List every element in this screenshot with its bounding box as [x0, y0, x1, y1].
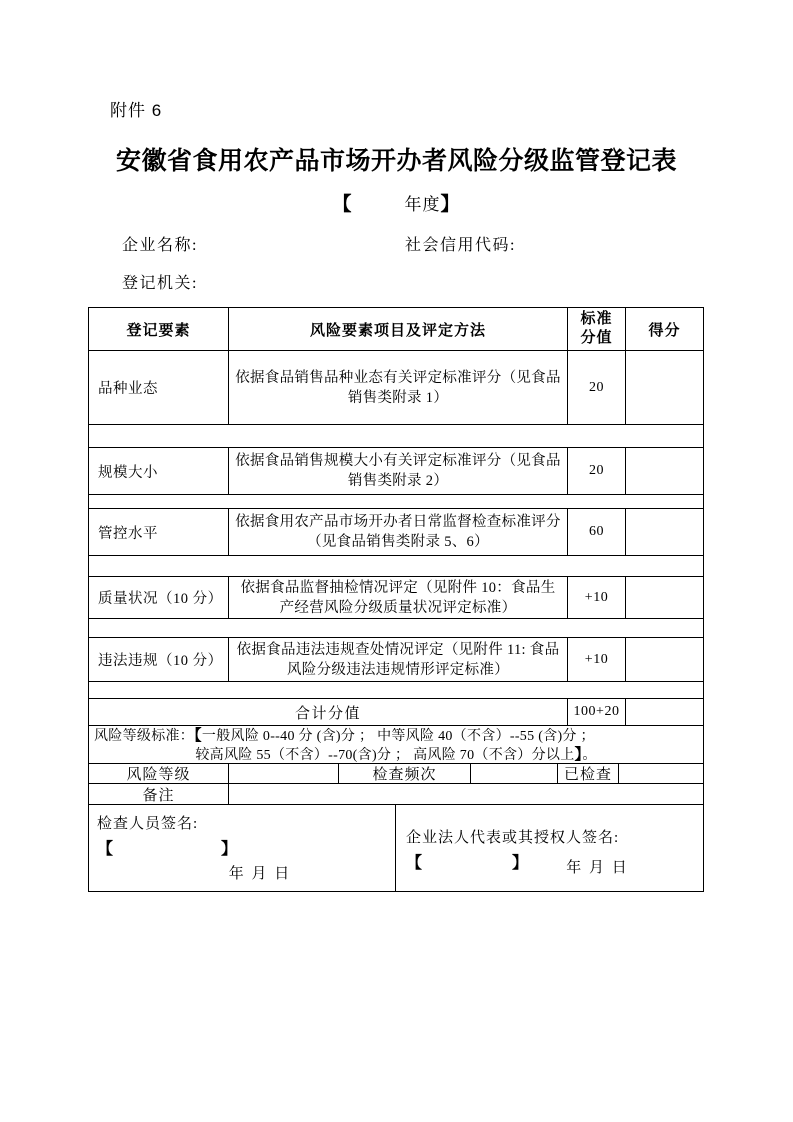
risk-standard-open-bracket: 【 [194, 728, 202, 744]
risk-standard-line2-text: 较高风险 55（不含）--70(含)分 ； 高风险 70（不含）分以上 [195, 748, 575, 763]
legal-date-line: 年 月 日 [566, 860, 629, 876]
table-spacer-row [89, 495, 703, 509]
inspector-close-bracket: 】 [221, 841, 238, 858]
total-score-blank-cell [626, 699, 703, 725]
table-spacer-row [89, 556, 703, 577]
table-spacer-row [89, 619, 703, 638]
standard-value-cell: +10 [568, 577, 626, 618]
header-standard-score-text: 标准分值 [580, 311, 613, 346]
inspector-signature-brackets [97, 836, 387, 859]
check-frequency-blank-cell [471, 764, 558, 783]
risk-standard-period: 。 [582, 748, 597, 763]
year-close-bracket: 】 [440, 194, 461, 215]
spacer-cell [89, 619, 703, 637]
factor-cell: 违法违规（10 分） [89, 638, 229, 681]
factor-cell: 质量状况（10 分） [89, 577, 229, 618]
inspector-signature-cell [89, 805, 396, 891]
legal-open-bracket: 【 [406, 855, 423, 872]
score-blank-cell [626, 448, 703, 494]
standard-value-cell: 60 [568, 509, 626, 555]
spacer-cell [89, 495, 703, 508]
remark-blank-cell [229, 784, 703, 804]
risk-grade-label: 风险等级 [89, 764, 229, 783]
attachment-label: 附件 6 [110, 101, 163, 120]
inspector-open-bracket: 【 [97, 841, 114, 858]
method-cell: 依据食品违法违规查处情况评定（见附件 11: 食品风险分级违法违规情形评定标准） [229, 638, 568, 681]
score-blank-cell [626, 577, 703, 618]
remark-label: 备注 [89, 784, 229, 804]
table-row [89, 577, 703, 619]
year-open-bracket: 【 [332, 194, 353, 215]
legal-signature-label: 企业法人代表或其授权人签名: [406, 830, 620, 846]
registration-table [88, 307, 704, 892]
risk-standard-line1 [89, 727, 703, 746]
checked-label: 已检查 [558, 764, 619, 783]
inspector-signature-label: 检查人员签名: [97, 816, 199, 832]
total-standard-value: 100+20 [568, 699, 626, 725]
page-title: 安徽省食用农产品市场开办者风险分级监管登记表 [115, 148, 677, 175]
table-row [89, 448, 703, 495]
header-register-factor: 登记要素 [89, 308, 229, 350]
company-name-label: 企业名称: [122, 237, 198, 254]
risk-standard-close-bracket: 】 [574, 747, 583, 763]
score-blank-cell [626, 509, 703, 555]
table-row [89, 351, 703, 425]
header-got-score: 得分 [648, 322, 681, 339]
risk-standard-line1-text: 一般风险 0--40 分 (含)分 ； 中等风险 40（不含）--55 (含)分 ； [201, 729, 595, 744]
score-blank-cell [626, 638, 703, 681]
method-cell: 依据食品销售规模大小有关评定标准评分（见食品销售类附录 2） [229, 448, 568, 494]
method-cell: 依据食品销售品种业态有关评定标准评分（见食品销售类附录 1） [229, 351, 568, 424]
inspector-date-line: 年 月 日 [228, 866, 292, 882]
table-spacer-row [89, 682, 703, 699]
total-label: 合计分值 [89, 699, 568, 725]
remark-row [89, 784, 703, 805]
standard-value-cell: +10 [568, 638, 626, 681]
checked-blank-cell [619, 764, 703, 783]
table-row [89, 509, 703, 556]
table-header-row [89, 308, 703, 351]
risk-standard-text [89, 726, 703, 763]
spacer-cell [89, 425, 703, 447]
total-row [89, 699, 703, 726]
check-frequency-label: 检查频次 [339, 764, 471, 783]
spacer-cell [89, 556, 703, 576]
year-label: 年度 [404, 195, 441, 214]
table-spacer-row [89, 425, 703, 448]
method-cell: 依据食用农产品市场开办者日常监督检查标准评分（见食品销售类附录 5、6） [229, 509, 568, 555]
risk-standard-label: 风险等级标准： [94, 729, 195, 744]
signature-row [89, 805, 703, 891]
year-line [0, 189, 793, 216]
legal-close-bracket: 】 [512, 855, 529, 872]
risk-grade-blank-cell [229, 764, 339, 783]
legal-representative-signature-cell [396, 805, 703, 891]
standard-value-cell: 20 [568, 351, 626, 424]
standard-value-cell: 20 [568, 448, 626, 494]
factor-cell: 管控水平 [89, 509, 229, 555]
factor-cell: 品种业态 [89, 351, 229, 424]
header-standard-score [568, 308, 626, 350]
spacer-cell [89, 682, 703, 698]
risk-standard-row [89, 726, 703, 764]
risk-standard-line2 [89, 746, 703, 763]
score-blank-cell [626, 351, 703, 424]
grade-row [89, 764, 703, 784]
credit-code-label: 社会信用代码: [405, 237, 516, 254]
table-row [89, 638, 703, 682]
registry-authority-label: 登记机关: [122, 275, 198, 292]
factor-cell: 规模大小 [89, 448, 229, 494]
header-risk-method: 风险要素项目及评定方法 [229, 308, 568, 350]
method-cell: 依据食品监督抽检情况评定（见附件 10：食品生产经营风险分级质量状况评定标准） [229, 577, 568, 618]
